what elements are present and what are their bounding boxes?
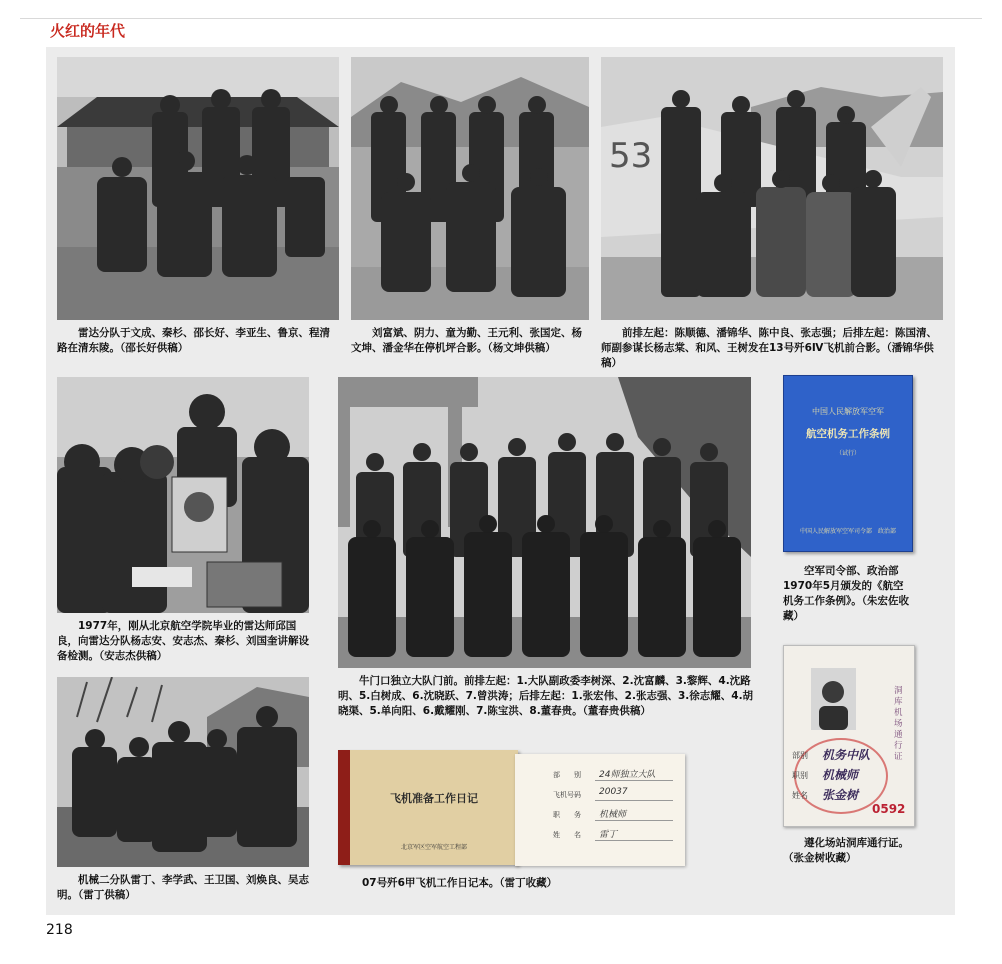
logpage-value-aircraft: 20037 [599,787,628,797]
caption-photo-3: 前排左起：陈顺德、潘锦华、陈中良、张志强；后排左起：陈国清、师副参谋长杨志棠、和风、王树发在13号歼6Ⅳ飞机前合影。（潘锦华供稿） [601,327,937,369]
header-rule [20,18,982,19]
photo-radar-squad-eastern-tombs [57,57,339,320]
photo-independent-battalion-group [338,377,751,668]
logpage-label-duty: 职 务 [553,811,581,819]
book-issuer: 中国人民解放军空军司令部 政治部 [799,528,896,535]
photo-parking-apron-group [351,57,589,320]
logpage-value-duty: 机械师 [599,810,627,820]
hangar-access-pass [783,645,915,827]
logpage-value-name: 雷丁 [599,830,618,840]
caption-photo-5: 牛门口独立大队门前。前排左起：1.大队副政委李树深、2.沈富麟、3.黎辉、4.沈路明、5.白树成、6.沈晓跃、7.曾洪涛；后排左起：1.张宏伟、2.张志强、3.徐志耀、4.胡晓渠、5.单向阳、6.戴耀刚、7.陈宝洪、8.董春贵。（董春贵供稿） [338,675,754,717]
logpage-value-dept: 24师独立大队 [599,770,656,780]
section-title: 火红的年代 [50,22,126,40]
pass-portrait [811,668,856,730]
logpage-label-name: 姓 名 [553,831,581,839]
logpage-line [595,820,673,821]
aircraft-work-log-inner-page [515,754,685,866]
caption-photo-1: 雷达分队于文成、秦杉、邵长好、李亚生、鲁京、程清路在清东陵。（邵长好供稿） [57,327,330,354]
pass-side-text: 洞库机场通行证 [894,686,903,762]
caption-logbook: 07号歼6甲飞机工作日记本。（雷丁收藏） [362,877,558,889]
book-subtitle: （试行） [835,450,860,457]
caption-book: 空军司令部、政治部1970年5月颁发的《航空机务工作条例》。（朱宏佐收藏） [783,565,909,622]
book-org: 中国人民解放军空军 [812,407,884,416]
photo-jet-aircraft-group [601,57,943,320]
aviation-regulations-book [783,375,913,552]
logpage-line [595,780,673,781]
pass-label-duty: 职别 [792,771,808,780]
logpage-line [595,840,673,841]
caption-photo-2: 刘富斌、阴力、童为勤、王元利、张国定、杨文坤、潘金华在停机坪合影。（杨文坤供稿） [351,327,582,354]
book-title: 航空机务工作条例 [806,428,890,440]
aircraft-work-log-cover [338,750,518,865]
page-number: 218 [46,922,73,938]
pass-value-unit: 机务中队 [822,748,871,762]
logpage-line [595,800,673,801]
pass-label-unit: 部别 [792,751,808,760]
pass-value-duty: 机械师 [822,768,859,782]
logpage-label-dept: 部 别 [553,771,581,779]
pass-number: 0592 [872,802,906,816]
svg-text:53: 53 [609,136,653,176]
pass-label-name: 姓名 [792,791,808,800]
caption-pass: 遵化场站洞库通行证。（张金树收藏） [783,837,909,864]
photo-mechanics-squad [57,677,309,867]
logpage-label-aircraft: 飞机号码 [553,791,581,799]
pass-value-name: 张金树 [822,788,859,802]
photo-radar-equipment-lesson [57,377,309,613]
logbook-issuer: 北京军区空军航空工程部 [400,844,467,851]
caption-photo-6: 机械二分队雷丁、李学武、王卫国、刘焕良、吴志明。（雷丁供稿） [57,874,309,901]
caption-photo-4: 1977年，刚从北京航空学院毕业的雷达师邱国良，向雷达分队杨志安、安志杰、秦杉、刘国奎讲解设备检测。（安志杰供稿） [57,620,309,662]
logbook-title: 飞机准备工作日记 [390,792,478,805]
